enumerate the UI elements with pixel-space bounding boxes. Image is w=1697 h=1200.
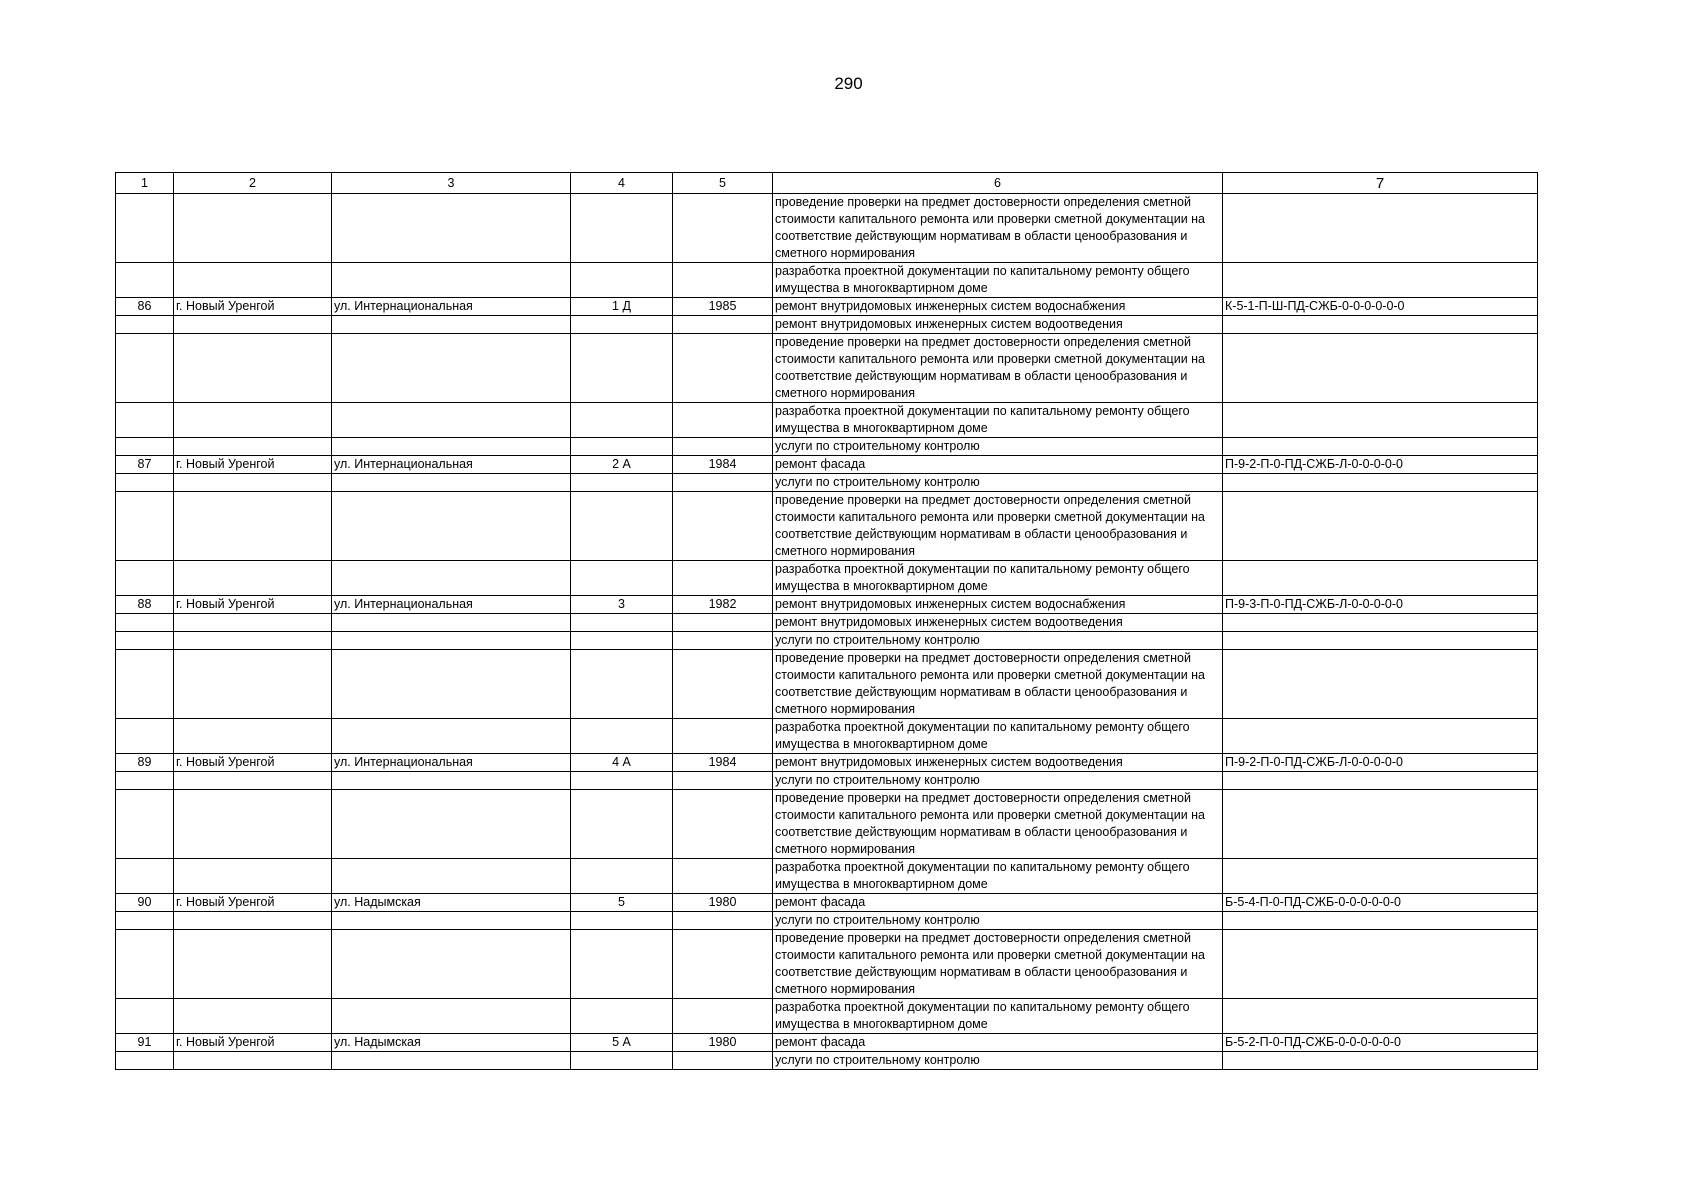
cell-code [1223, 912, 1538, 930]
cell-work-type: проведение проверки на предмет достоверности определения сметной стоимости капитального ремонта или проверки сметной документации на соответствие действующим нормативам в области ценообразования и сметного нормирования [773, 334, 1223, 403]
table-body [116, 194, 1538, 1070]
cell-city [174, 194, 332, 263]
cell-year [673, 316, 773, 334]
cell-code [1223, 263, 1538, 298]
cell-number [116, 474, 174, 492]
cell-year [673, 474, 773, 492]
cell-street: ул. Надымская [332, 1034, 571, 1052]
cell-year [673, 614, 773, 632]
cell-number [116, 912, 174, 930]
cell-street [332, 859, 571, 894]
cell-house [571, 912, 673, 930]
page-number: 290 [834, 74, 863, 93]
cell-number [116, 772, 174, 790]
cell-street [332, 1052, 571, 1070]
cell-code [1223, 859, 1538, 894]
cell-year: 1985 [673, 298, 773, 316]
table-row [116, 999, 1538, 1034]
cell-year [673, 772, 773, 790]
cell-work-type: разработка проектной документации по капитальному ремонту общего имущества в многоквартирном доме [773, 999, 1223, 1034]
cell-city [174, 859, 332, 894]
table-row [116, 194, 1538, 263]
column-header-3: 3 [332, 173, 571, 194]
cell-year: 1984 [673, 754, 773, 772]
cell-number [116, 492, 174, 561]
cell-year [673, 790, 773, 859]
cell-work-type: разработка проектной документации по капитальному ремонту общего имущества в многоквартирном доме [773, 859, 1223, 894]
cell-street [332, 194, 571, 263]
table-row [116, 438, 1538, 456]
cell-number: 89 [116, 754, 174, 772]
table-row [116, 1052, 1538, 1070]
cell-city [174, 1052, 332, 1070]
cell-work-type: услуги по строительному контролю [773, 474, 1223, 492]
cell-code [1223, 492, 1538, 561]
column-header-7: 7 [1223, 173, 1538, 194]
cell-code: К-5-1-П-Ш-ПД-СЖБ-0-0-0-0-0-0 [1223, 298, 1538, 316]
cell-number [116, 263, 174, 298]
cell-city [174, 263, 332, 298]
table-row [116, 912, 1538, 930]
cell-code [1223, 403, 1538, 438]
column-header-5: 5 [673, 173, 773, 194]
table-row [116, 754, 1538, 772]
cell-work-type: разработка проектной документации по капитальному ремонту общего имущества в многоквартирном доме [773, 263, 1223, 298]
cell-number [116, 194, 174, 263]
column-header-1: 1 [116, 173, 174, 194]
cell-code [1223, 719, 1538, 754]
cell-number: 88 [116, 596, 174, 614]
cell-number [116, 403, 174, 438]
table-row [116, 403, 1538, 438]
cell-city [174, 999, 332, 1034]
cell-year [673, 492, 773, 561]
cell-house [571, 561, 673, 596]
table-row [116, 930, 1538, 999]
cell-city [174, 632, 332, 650]
cell-city: г. Новый Уренгой [174, 754, 332, 772]
cell-work-type: услуги по строительному контролю [773, 1052, 1223, 1070]
cell-year [673, 438, 773, 456]
cell-work-type: ремонт внутридомовых инженерных систем водоснабжения [773, 596, 1223, 614]
cell-street: ул. Интернациональная [332, 596, 571, 614]
cell-city [174, 772, 332, 790]
cell-work-type: услуги по строительному контролю [773, 632, 1223, 650]
cell-street: ул. Интернациональная [332, 754, 571, 772]
cell-work-type: проведение проверки на предмет достоверности определения сметной стоимости капитального ремонта или проверки сметной документации на соответствие действующим нормативам в области ценообразования и сметного нормирования [773, 492, 1223, 561]
cell-city [174, 474, 332, 492]
table-row [116, 719, 1538, 754]
cell-city [174, 316, 332, 334]
table-row [116, 894, 1538, 912]
cell-work-type: разработка проектной документации по капитальному ремонту общего имущества в многоквартирном доме [773, 403, 1223, 438]
cell-code [1223, 194, 1538, 263]
cell-house [571, 632, 673, 650]
cell-city: г. Новый Уренгой [174, 894, 332, 912]
cell-city [174, 790, 332, 859]
cell-work-type: ремонт фасада [773, 1034, 1223, 1052]
table-row [116, 614, 1538, 632]
cell-street [332, 492, 571, 561]
cell-city [174, 403, 332, 438]
cell-work-type: ремонт внутридомовых инженерных систем водоотведения [773, 316, 1223, 334]
table-row [116, 334, 1538, 403]
cell-year: 1980 [673, 894, 773, 912]
table-row [116, 596, 1538, 614]
cell-house [571, 492, 673, 561]
cell-work-type: проведение проверки на предмет достоверности определения сметной стоимости капитального ремонта или проверки сметной документации на соответствие действующим нормативам в области ценообразования и сметного нормирования [773, 650, 1223, 719]
cell-code: П-9-3-П-0-ПД-СЖБ-Л-0-0-0-0-0 [1223, 596, 1538, 614]
cell-number [116, 438, 174, 456]
cell-work-type: ремонт внутридомовых инженерных систем водоотведения [773, 754, 1223, 772]
cell-code [1223, 438, 1538, 456]
cell-street [332, 438, 571, 456]
cell-house [571, 859, 673, 894]
cell-work-type: проведение проверки на предмет достоверности определения сметной стоимости капитального ремонта или проверки сметной документации на соответствие действующим нормативам в области ценообразования и сметного нормирования [773, 930, 1223, 999]
cell-year: 1982 [673, 596, 773, 614]
cell-street [332, 912, 571, 930]
table-row [116, 474, 1538, 492]
column-header-2: 2 [174, 173, 332, 194]
cell-work-type: услуги по строительному контролю [773, 772, 1223, 790]
table-row [116, 492, 1538, 561]
cell-street [332, 263, 571, 298]
cell-code [1223, 790, 1538, 859]
cell-code: П-9-2-П-0-ПД-СЖБ-Л-0-0-0-0-0 [1223, 754, 1538, 772]
cell-street [332, 632, 571, 650]
header-row [116, 173, 1538, 194]
table-row [116, 298, 1538, 316]
cell-code: Б-5-4-П-0-ПД-СЖБ-0-0-0-0-0-0 [1223, 894, 1538, 912]
cell-year [673, 632, 773, 650]
cell-house [571, 772, 673, 790]
cell-year [673, 1052, 773, 1070]
cell-street [332, 930, 571, 999]
cell-year [673, 930, 773, 999]
column-header-6: 6 [773, 173, 1223, 194]
cell-number [116, 930, 174, 999]
cell-work-type: ремонт фасада [773, 894, 1223, 912]
cell-street [332, 403, 571, 438]
cell-house: 5 [571, 894, 673, 912]
cell-number [116, 790, 174, 859]
cell-city [174, 912, 332, 930]
cell-code [1223, 999, 1538, 1034]
cell-year [673, 403, 773, 438]
cell-house [571, 790, 673, 859]
cell-number [116, 650, 174, 719]
cell-city [174, 561, 332, 596]
cell-city [174, 719, 332, 754]
cell-house: 1 Д [571, 298, 673, 316]
cell-house [571, 650, 673, 719]
cell-city [174, 930, 332, 999]
cell-city [174, 650, 332, 719]
table-row [116, 316, 1538, 334]
cell-number [116, 1052, 174, 1070]
cell-city: г. Новый Уренгой [174, 456, 332, 474]
cell-city [174, 438, 332, 456]
cell-street: ул. Интернациональная [332, 456, 571, 474]
cell-house [571, 614, 673, 632]
cell-code [1223, 561, 1538, 596]
cell-house [571, 194, 673, 263]
cell-street: ул. Интернациональная [332, 298, 571, 316]
cell-year: 1984 [673, 456, 773, 474]
cell-street [332, 650, 571, 719]
cell-work-type: разработка проектной документации по капитальному ремонту общего имущества в многоквартирном доме [773, 561, 1223, 596]
cell-number [116, 316, 174, 334]
cell-city [174, 334, 332, 403]
cell-street [332, 999, 571, 1034]
cell-street [332, 790, 571, 859]
cell-year [673, 194, 773, 263]
cell-house [571, 403, 673, 438]
cell-house: 5 А [571, 1034, 673, 1052]
cell-work-type: проведение проверки на предмет достоверности определения сметной стоимости капитального ремонта или проверки сметной документации на соответствие действующим нормативам в области ценообразования и сметного нормирования [773, 194, 1223, 263]
cell-house [571, 438, 673, 456]
cell-street [332, 316, 571, 334]
table-row [116, 1034, 1538, 1052]
cell-code [1223, 334, 1538, 403]
cell-year: 1980 [673, 1034, 773, 1052]
cell-work-type: ремонт внутридомовых инженерных систем водоотведения [773, 614, 1223, 632]
cell-city: г. Новый Уренгой [174, 596, 332, 614]
cell-work-type: разработка проектной документации по капитальному ремонту общего имущества в многоквартирном доме [773, 719, 1223, 754]
cell-house [571, 334, 673, 403]
cell-house [571, 263, 673, 298]
cell-house [571, 999, 673, 1034]
cell-number: 86 [116, 298, 174, 316]
cell-city [174, 492, 332, 561]
cell-number: 91 [116, 1034, 174, 1052]
cell-code [1223, 930, 1538, 999]
cell-house [571, 1052, 673, 1070]
cell-house [571, 474, 673, 492]
cell-code: П-9-2-П-0-ПД-СЖБ-Л-0-0-0-0-0 [1223, 456, 1538, 474]
cell-house: 4 А [571, 754, 673, 772]
cell-number [116, 632, 174, 650]
cell-code [1223, 772, 1538, 790]
cell-year [673, 650, 773, 719]
table-row [116, 772, 1538, 790]
table-row [116, 650, 1538, 719]
cell-year [673, 999, 773, 1034]
cell-number: 87 [116, 456, 174, 474]
cell-year [673, 561, 773, 596]
cell-year [673, 263, 773, 298]
table-header [116, 173, 1538, 194]
cell-city [174, 614, 332, 632]
cell-city: г. Новый Уренгой [174, 1034, 332, 1052]
cell-number [116, 561, 174, 596]
cell-code: Б-5-2-П-0-ПД-СЖБ-0-0-0-0-0-0 [1223, 1034, 1538, 1052]
cell-work-type: услуги по строительному контролю [773, 912, 1223, 930]
cell-work-type: ремонт внутридомовых инженерных систем водоснабжения [773, 298, 1223, 316]
works-table [115, 172, 1538, 1070]
cell-year [673, 859, 773, 894]
cell-work-type: проведение проверки на предмет достоверности определения сметной стоимости капитального ремонта или проверки сметной документации на соответствие действующим нормативам в области ценообразования и сметного нормирования [773, 790, 1223, 859]
cell-house: 3 [571, 596, 673, 614]
cell-street [332, 772, 571, 790]
cell-code [1223, 316, 1538, 334]
cell-number [116, 859, 174, 894]
cell-house [571, 316, 673, 334]
cell-number: 90 [116, 894, 174, 912]
cell-street [332, 614, 571, 632]
cell-street [332, 719, 571, 754]
cell-number [116, 334, 174, 403]
cell-code [1223, 1052, 1538, 1070]
cell-city: г. Новый Уренгой [174, 298, 332, 316]
cell-street: ул. Надымская [332, 894, 571, 912]
cell-work-type: ремонт фасада [773, 456, 1223, 474]
table-row [116, 561, 1538, 596]
table-row [116, 263, 1538, 298]
cell-year [673, 334, 773, 403]
cell-house [571, 719, 673, 754]
cell-code [1223, 650, 1538, 719]
cell-code [1223, 614, 1538, 632]
cell-code [1223, 474, 1538, 492]
cell-house [571, 930, 673, 999]
cell-work-type: услуги по строительному контролю [773, 438, 1223, 456]
table-row [116, 790, 1538, 859]
cell-street [332, 334, 571, 403]
cell-year [673, 719, 773, 754]
table-row [116, 859, 1538, 894]
table-row [116, 456, 1538, 474]
cell-number [116, 614, 174, 632]
cell-street [332, 474, 571, 492]
cell-number [116, 719, 174, 754]
cell-code [1223, 632, 1538, 650]
cell-house: 2 А [571, 456, 673, 474]
table-row [116, 632, 1538, 650]
column-header-4: 4 [571, 173, 673, 194]
cell-number [116, 999, 174, 1034]
cell-street [332, 561, 571, 596]
cell-year [673, 912, 773, 930]
